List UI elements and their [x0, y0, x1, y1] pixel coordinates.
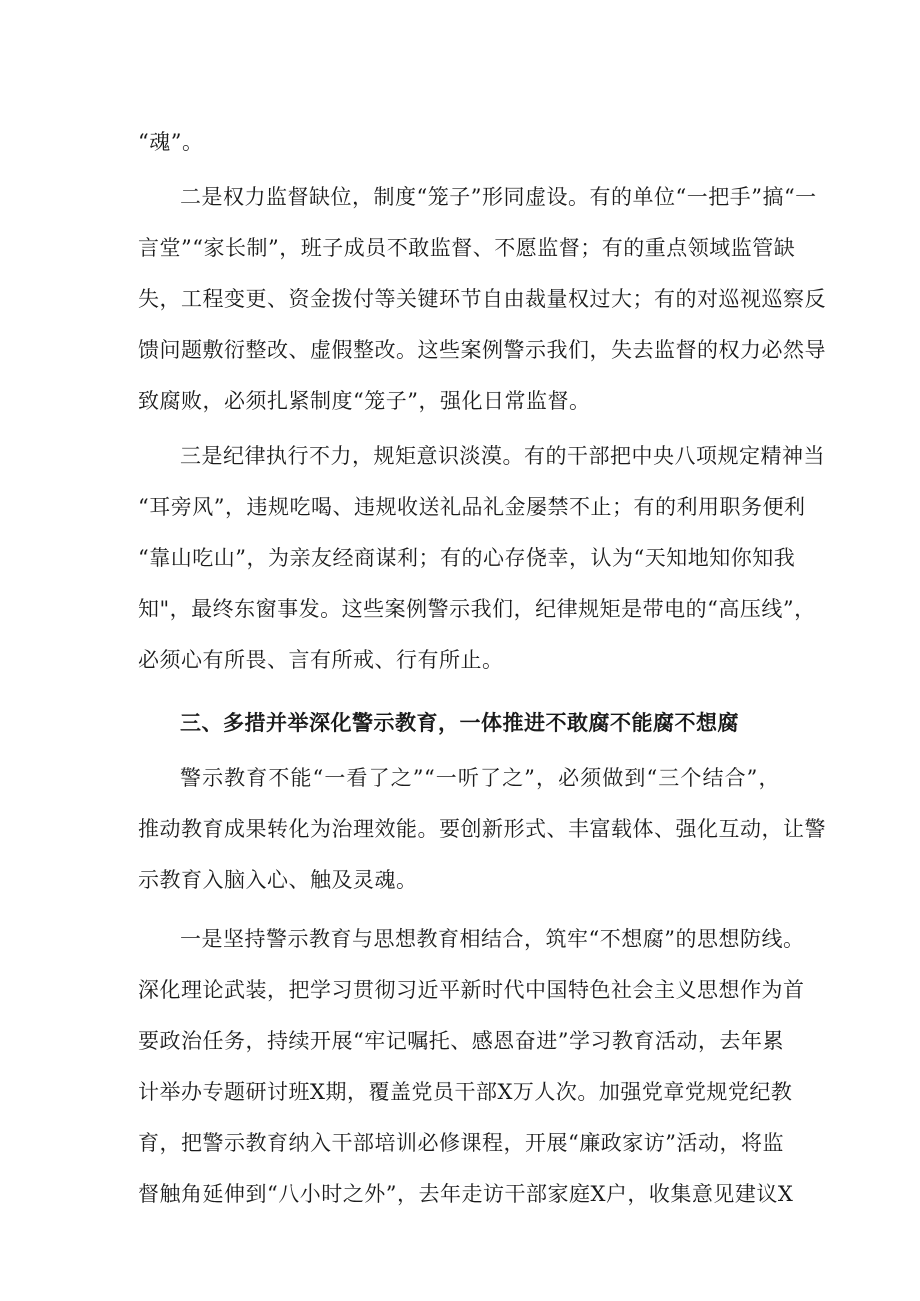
text-line: 致腐败，必须扎紧制度“笼子”，强化日常监督。	[138, 389, 591, 413]
text-line: 示教育入脑入心、触及灵魂。	[138, 868, 418, 892]
paragraph-supervision	[138, 175, 826, 430]
section-heading-text: 三、多措并举深化警示教育，一体推进不敢腐不能腐不想腐	[180, 711, 739, 735]
text-line: 馈问题敷衍整改、虚假整改。这些案例警示我们，失去监督的权力必然导	[138, 338, 826, 362]
text-line: 计举办专题研讨班X期，覆盖党员干部X万人次。加强党章党规党纪教	[138, 1080, 793, 1104]
text-line: “靠山吃山”，为亲友经商谋利；有的心存侥幸，认为“天知地知你知我	[138, 546, 796, 570]
text-line: 警示教育不能“一看了之”“一听了之”，必须做到“三个结合”，	[180, 766, 780, 790]
text-line: 二是权力监督缺位，制度“笼子”形同虚设。有的单位“一把手”搞“一	[180, 185, 817, 209]
text-line: “耳旁风”，违规吃喝、违规收送礼品礼金屡禁不止；有的利用职务便利	[138, 495, 806, 519]
document-body	[138, 112, 826, 1223]
paragraph-continuation	[138, 120, 780, 171]
text-line: 知"，最终东窗事发。这些案例警示我们，纪律规矩是带电的“高压线”，	[138, 597, 816, 621]
text-line: 要政治任务，持续开展“牢记嘱托、感恩奋进”学习教育活动，去年累	[138, 1029, 784, 1053]
text-line: 推动教育成果转化为治理效能。要创新形式、丰富载体、强化互动，让警	[138, 817, 826, 841]
text-line: 必须心有所畏、言有所戒、行有所止。	[138, 648, 504, 672]
text-line: 三是纪律执行不力，规矩意识淡漠。有的干部把中央八项规定精神当	[180, 444, 825, 468]
section-heading	[138, 701, 780, 752]
paragraph-ideology	[138, 917, 805, 1223]
paragraph-discipline	[138, 434, 825, 689]
text-line: 一是坚持警示教育与思想教育相结合，筑牢“不想腐”的思想防线。	[180, 927, 805, 951]
paragraph-intro	[138, 756, 826, 909]
text-line: 育，把警示教育纳入干部培训必修课程，开展“廉政家访”活动，将监	[138, 1131, 784, 1155]
text-line: 督触角延伸到“八小时之外”，去年走访干部家庭X户，收集意见建议X	[138, 1182, 794, 1206]
text-line: “魂”。	[138, 130, 204, 154]
text-line: 言堂”“家长制”，班子成员不敢监督、不愿监督；有的重点领域监管缺	[138, 236, 796, 260]
text-line: 深化理论武装，把学习贯彻习近平新时代中国特色社会主义思想作为首	[138, 978, 805, 1002]
text-line: 失，工程变更、资金拨付等关键环节自由裁量权过大；有的对巡视巡察反	[138, 287, 826, 311]
